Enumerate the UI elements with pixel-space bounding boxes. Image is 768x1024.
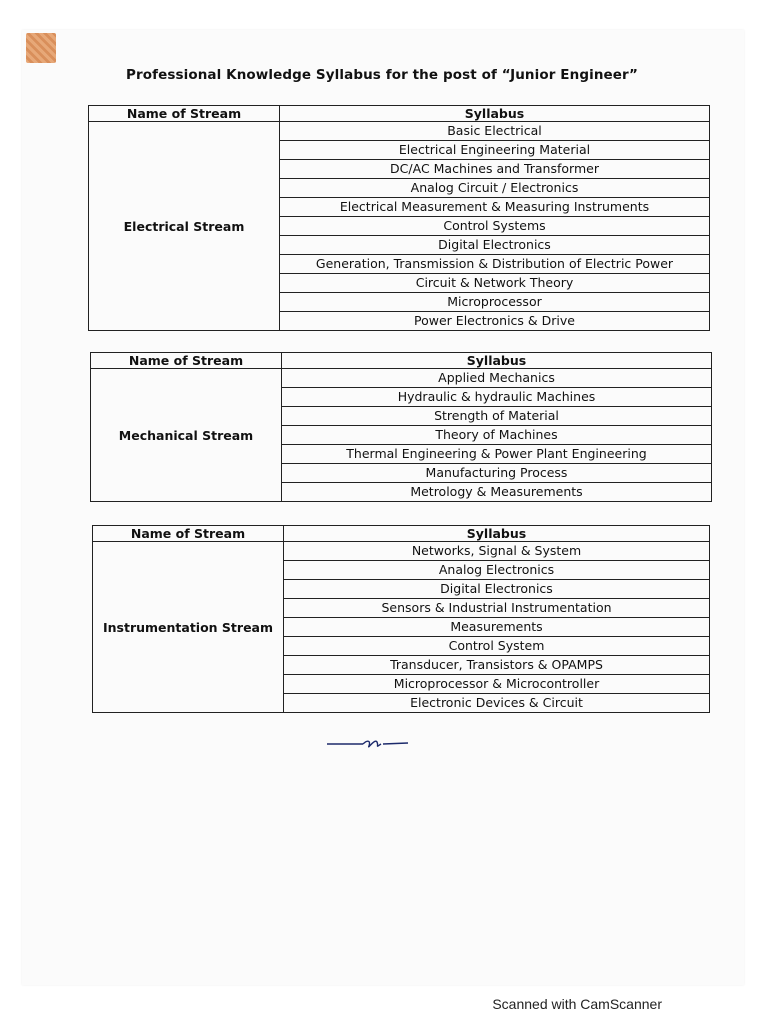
syllabus-item: Control Systems	[280, 217, 710, 236]
electrical-syllabus-table	[88, 105, 710, 331]
syllabus-item: Digital Electronics	[284, 580, 710, 599]
syllabus-item: Networks, Signal & System	[284, 542, 710, 561]
syllabus-item: Transducer, Transistors & OPAMPS	[284, 656, 710, 675]
syllabus-item: Hydraulic & hydraulic Machines	[282, 388, 712, 407]
syllabus-item: Thermal Engineering & Power Plant Engineering	[282, 445, 712, 464]
header-stream: Name of Stream	[91, 353, 282, 369]
scanner-footer: Scanned with CamScanner	[492, 996, 662, 1012]
syllabus-item: Digital Electronics	[280, 236, 710, 255]
mechanical-syllabus-table	[90, 352, 712, 502]
syllabus-item: Measurements	[284, 618, 710, 637]
stream-name: Mechanical Stream	[91, 369, 282, 502]
header-syllabus: Syllabus	[280, 106, 710, 122]
syllabus-item: Basic Electrical	[280, 122, 710, 141]
table-row	[91, 369, 712, 388]
syllabus-item: Analog Circuit / Electronics	[280, 179, 710, 198]
syllabus-item: Sensors & Industrial Instrumentation	[284, 599, 710, 618]
header-stream: Name of Stream	[93, 526, 284, 542]
instrumentation-syllabus-table	[92, 525, 710, 713]
syllabus-item: Analog Electronics	[284, 561, 710, 580]
syllabus-item: Electrical Measurement & Measuring Instruments	[280, 198, 710, 217]
stamp-mark	[26, 33, 56, 63]
syllabus-item: Microprocessor	[280, 293, 710, 312]
syllabus-item: Electronic Devices & Circuit	[284, 694, 710, 713]
syllabus-item: Control System	[284, 637, 710, 656]
syllabus-item: Power Electronics & Drive	[280, 312, 710, 331]
syllabus-item: Generation, Transmission & Distribution of Electric Power	[280, 255, 710, 274]
syllabus-item: Electrical Engineering Material	[280, 141, 710, 160]
table-row	[89, 122, 710, 141]
syllabus-item: Circuit & Network Theory	[280, 274, 710, 293]
document-title: Professional Knowledge Syllabus for the post of “Junior Engineer”	[125, 67, 639, 83]
syllabus-item: Theory of Machines	[282, 426, 712, 445]
syllabus-item: Strength of Material	[282, 407, 712, 426]
table-row	[93, 542, 710, 561]
syllabus-item: Metrology & Measurements	[282, 483, 712, 502]
syllabus-item: Microprocessor & Microcontroller	[284, 675, 710, 694]
header-syllabus: Syllabus	[282, 353, 712, 369]
signature	[325, 732, 410, 754]
stream-name: Instrumentation Stream	[93, 542, 284, 713]
header-syllabus: Syllabus	[284, 526, 710, 542]
syllabus-item: DC/AC Machines and Transformer	[280, 160, 710, 179]
header-stream: Name of Stream	[89, 106, 280, 122]
syllabus-item: Applied Mechanics	[282, 369, 712, 388]
stream-name: Electrical Stream	[89, 122, 280, 331]
syllabus-item: Manufacturing Process	[282, 464, 712, 483]
